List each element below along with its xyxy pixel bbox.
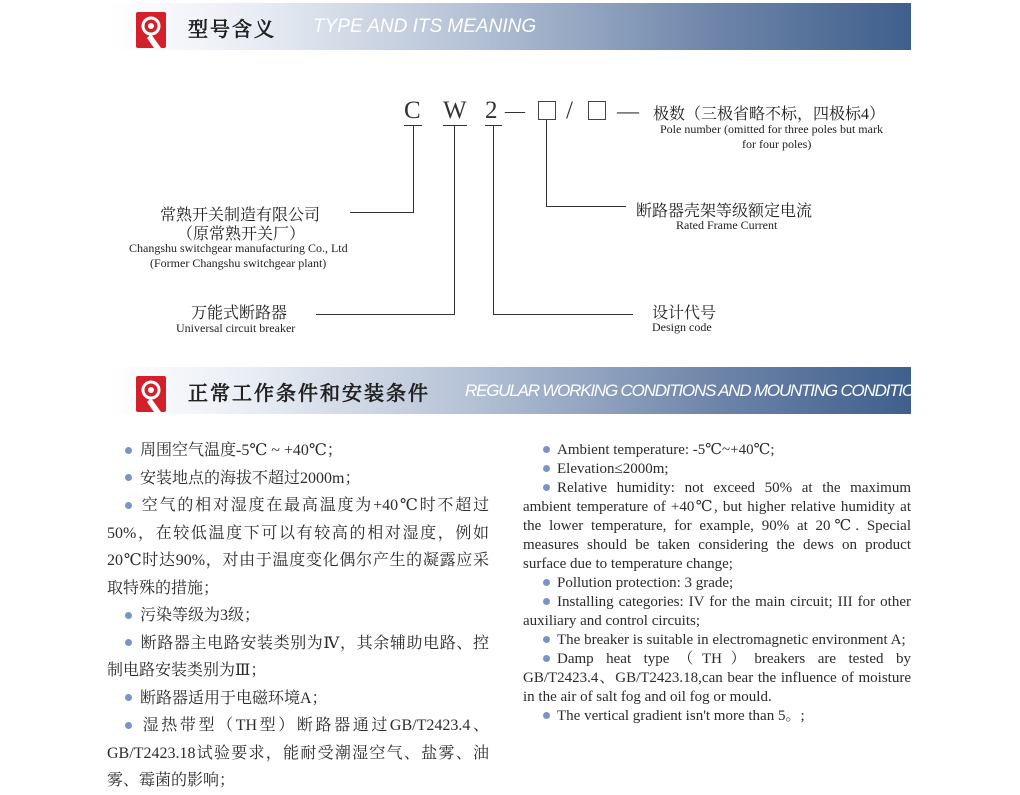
bullet-icon	[543, 655, 550, 662]
list-item: Pollution protection: 3 grade;	[523, 574, 911, 593]
list-item: Relative humidity: not exceed 50% at the maximum ambient temperature of +40℃, but higher relative humidity at the lower temperature, for example, 90% at 20℃. Special measures should be taken considering the dews on product surface due to temperature change;	[523, 480, 911, 572]
bullet-icon	[125, 612, 132, 619]
connector-2-vertical	[493, 126, 494, 315]
connector-box-vertical	[546, 120, 547, 207]
connector-c-vertical	[413, 126, 414, 213]
code-tail-dash: —	[617, 98, 639, 123]
label-poles-en-1: Pole number (omitted for three poles but mark	[660, 122, 883, 136]
label-design-cn: 设计代号	[652, 305, 717, 322]
list-item: Damp heat type（TH）breakers are tested by GB/T2423.4、GB/T2423.18,can bear the influence of moisture in the air of salt fog and oil fog or mould.	[523, 651, 911, 705]
bullet-icon	[125, 447, 132, 454]
model-code-diagram	[0, 0, 1020, 360]
list-item: The breaker is suitable in electromagnetic environment A;	[523, 631, 911, 650]
conditions-list-cn	[107, 437, 489, 795]
connector-w-horizontal	[316, 314, 455, 315]
label-breaker-cn: 万能式断路器	[191, 305, 288, 322]
list-item: Installing categories: IV for the main circuit; III for other auxiliary and control circuits;	[523, 594, 911, 629]
underline-w	[443, 125, 467, 126]
section-title-en: REGULAR WORKING CONDITIONS AND MOUNTING CONDITIONS	[465, 381, 936, 400]
label-breaker-en: Universal circuit breaker	[176, 321, 296, 335]
bullet-icon	[125, 474, 132, 481]
list-item: 安装地点的海拔不超过2000m；	[107, 465, 489, 493]
bullet-icon	[543, 446, 550, 453]
list-item: 断路器主电路安装类别为Ⅳ，其余辅助电路、控制电路安装类别为Ⅲ；	[107, 634, 489, 679]
list-item: Elevation≤2000m;	[523, 460, 911, 479]
section-header-conditions	[108, 367, 936, 414]
code-letter-w: W	[443, 97, 467, 124]
section-title-en: TYPE AND ITS MEANING	[313, 16, 537, 37]
section-title-cn: 型号含义	[188, 17, 276, 41]
section-title-cn: 正常工作条件和安装条件	[188, 381, 430, 405]
connector-c-horizontal	[350, 212, 414, 213]
label-poles-cn: 极数（三极省略不标，四极标4）	[653, 106, 886, 123]
bullet-icon	[543, 712, 550, 719]
connector-box-horizontal	[546, 206, 626, 207]
bullet-icon	[125, 722, 132, 729]
bullet-icon	[543, 465, 550, 472]
label-frame-en: Rated Frame Current	[676, 218, 778, 232]
bullet-icon	[125, 639, 132, 646]
label-maker-cn-1: 常熟开关制造有限公司	[160, 207, 321, 224]
list-item: 污染等级为3级；	[107, 602, 489, 630]
list-item: The vertical gradient isn't more than 5。;	[523, 707, 911, 726]
label-design-en: Design code	[652, 320, 712, 334]
list-item: 湿热带型（TH型）断路器通过GB/T2423.4、GB/T2423.18试验要求，能耐受潮湿空气、盐雾、油雾、霉菌的影响；	[107, 717, 489, 789]
list-item: 周围空气温度-5℃ ~ +40℃；	[107, 437, 489, 465]
bullet-icon	[543, 598, 550, 605]
label-maker-cn-2: （原常熟开关厂）	[177, 226, 306, 243]
code-box-current	[538, 101, 556, 120]
conditions-list-en	[523, 441, 911, 726]
bullet-icon	[125, 502, 132, 509]
connector-w-vertical	[454, 126, 455, 315]
code-digit-2: 2	[485, 97, 498, 124]
bullet-icon	[543, 579, 550, 586]
list-item: 断路器适用于电磁环境A；	[107, 685, 489, 713]
bullet-icon	[125, 694, 132, 701]
connector-2-horizontal	[493, 314, 633, 315]
bullet-icon	[543, 484, 550, 491]
label-maker-en-2: (Former Changshu switchgear plant)	[150, 256, 327, 270]
code-slash: /	[566, 97, 573, 124]
list-item: Ambient temperature: -5℃~+40℃;	[523, 441, 911, 460]
code-letter-c: C	[404, 97, 421, 124]
label-poles-en-2: for four poles)	[742, 137, 812, 151]
bullet-icon	[543, 636, 550, 643]
label-maker-en-1: Changshu switchgear manufacturing Co., Ltd	[129, 241, 348, 255]
code-box-poles	[588, 101, 606, 120]
company-logo-icon	[136, 376, 166, 412]
code-dash: —	[505, 100, 525, 122]
list-item: 空气的相对湿度在最高温度为+40℃时不超过50%，在较低温度下可以有较高的相对湿度，例如20℃时达90%，对由于温度变化偶尔产生的凝露应采取特殊的措施；	[107, 497, 489, 597]
label-frame-cn: 断路器壳架等级额定电流	[636, 203, 813, 220]
